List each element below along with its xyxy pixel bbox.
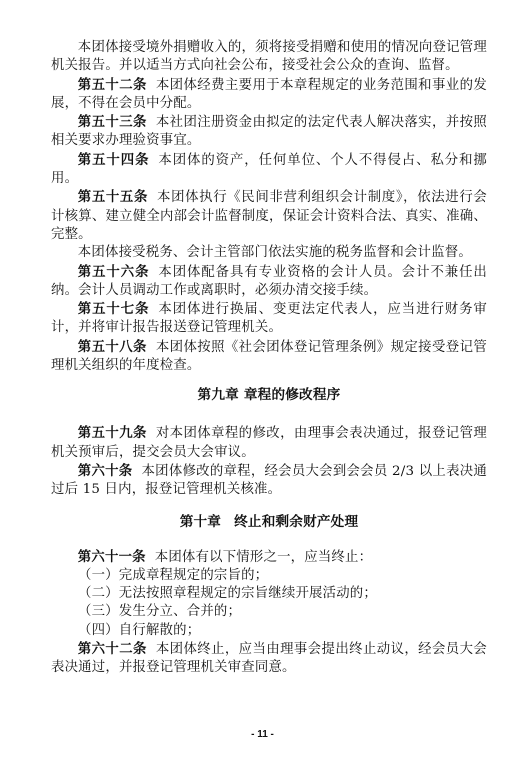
article-54 [51, 151, 487, 189]
article-number: 第六十一条 [77, 548, 146, 565]
paragraph-foreign-donations: 本团体接受境外捐赠收入的，须将接受捐赠和使用的情况向登记管理机关报告。并以适当方式向社会公布，接受社会公众的查询、监督。 [51, 40, 487, 74]
article-text: 本团体修改的章程，经会员大会到会会员 2/3 以上表决通过后 15 日内，报登记管理机关核准。 [51, 463, 487, 498]
article-number: 第五十六条 [77, 263, 150, 280]
list-item: （二）无法按照章程规定的宗旨继续开展活动的； [78, 586, 377, 602]
chapter-title: 终止和剩余财产处理 [234, 513, 359, 530]
list-item: （四）自行解散的； [78, 622, 201, 638]
page-content [51, 39, 487, 678]
article-number: 第五十八条 [77, 338, 147, 355]
article-52 [51, 76, 487, 114]
list-item: （一）完成章程规定的宗旨的； [78, 567, 269, 583]
list-item: （三）发生分立、合并的； [78, 604, 242, 620]
article-55 [51, 188, 487, 244]
article-number: 第六十条 [77, 462, 133, 479]
article-58 [51, 338, 487, 376]
chapter-9-heading [51, 386, 487, 404]
article-57 [51, 300, 487, 338]
chapter-title: 章程的修改程序 [243, 387, 341, 404]
article-text: 本团体配备具有专业资格的会计人员。会计不兼任出纳。会计人员调动工作或离职时，必须办清交接手续。 [51, 264, 487, 298]
paragraph-tax-supervision: 本团体接受税务、会计主管部门依法实施的税务监督和会计监督。 [77, 245, 472, 261]
article-59 [51, 424, 487, 462]
article-text: 本团体执行《民间非营利组织会计制度》，依法进行会计核算、建立健全内部会计监督制度，保证会计资料合法、真实、准确、完整。 [51, 190, 487, 242]
article-number: 第五十九条 [77, 425, 147, 442]
article-text: 本团体进行换届、变更法定代表人，应当进行财务审计，并将审计报告报送登记管理机关。 [51, 302, 487, 336]
article-number: 第六十二条 [77, 641, 147, 658]
page-number: - 11 - [251, 729, 274, 740]
article-60 [51, 462, 487, 500]
chapter-number: 第九章 [197, 387, 239, 404]
article-text: 本团体有以下情形之一，应当终止： [154, 549, 373, 565]
article-61 [51, 548, 487, 567]
article-number: 第五十七条 [77, 301, 150, 318]
chapter-10-heading [51, 513, 487, 531]
article-number: 第五十四条 [77, 151, 150, 168]
article-text: 本团体按照《社会团体登记管理条例》规定接受登记管理机关组织的年度检查。 [51, 339, 487, 374]
article-number: 第五十二条 [77, 76, 147, 93]
article-text: 本团体终止，应当由理事会提出终止动议，经会员大会表决通过，并报登记管理机关审查同意。 [51, 642, 487, 676]
article-text: 本社团注册资金由拟定的法定代表人解决落实，并按照相关要求办理验资事宜。 [51, 115, 487, 149]
article-text: 本团体的资产，任何单位、个人不得侵占、私分和挪用。 [51, 152, 487, 187]
article-53 [51, 113, 487, 151]
article-text: 本团体经费主要用于本章程规定的业务范围和事业的发展，不得在会员中分配。 [51, 77, 487, 111]
article-56 [51, 263, 487, 301]
article-text: 对本团体章程的修改，由理事会表决通过，报登记管理机关预审后，提交会员大会审议。 [51, 426, 487, 460]
article-number: 第五十三条 [77, 114, 147, 131]
article-number: 第五十五条 [77, 189, 149, 206]
chapter-number: 第十章 [179, 513, 222, 530]
article-62 [51, 640, 487, 678]
